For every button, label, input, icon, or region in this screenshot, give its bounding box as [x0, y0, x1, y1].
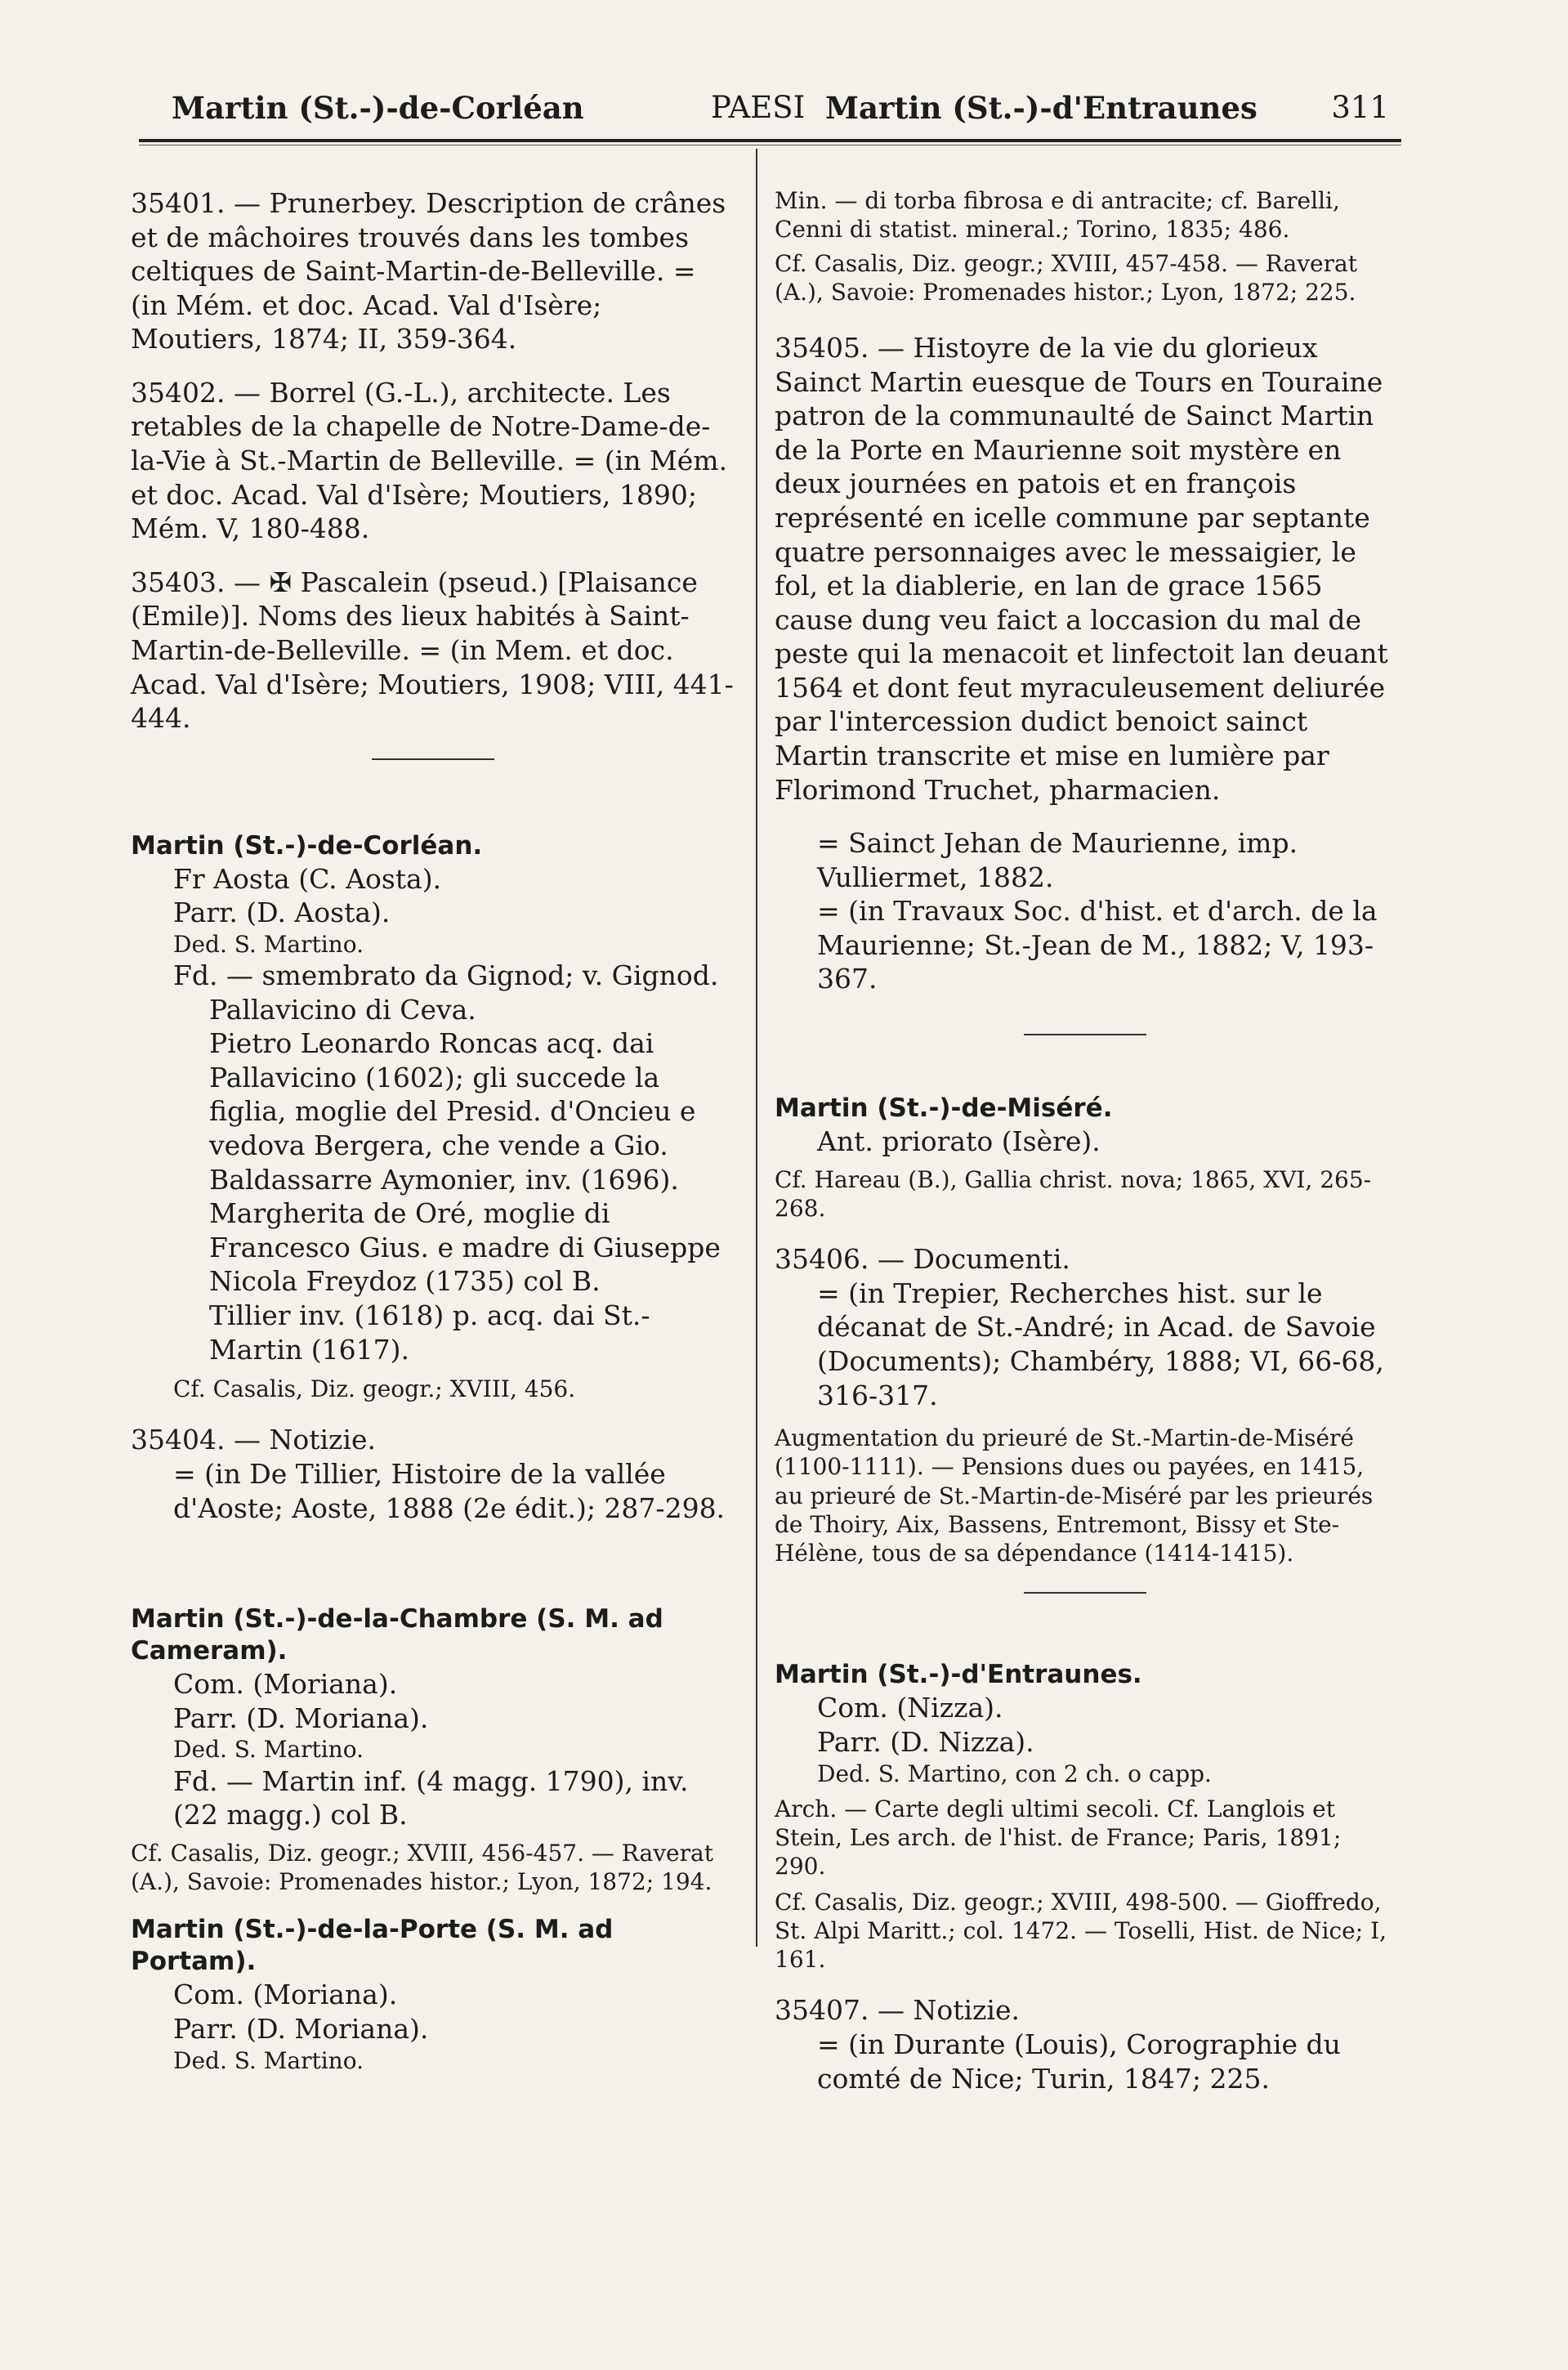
com-line: Com. (Nizza). — [817, 1692, 1003, 1724]
arch-line: Arch. — Carte degli ultimi secoli. Cf. Langlois et Stein, Les arch. de l'hist. de France; Paris, 1891; 290. — [775, 1795, 1342, 1880]
cf-line: Cf. Casalis, Diz. geogr.; XVIII, 498-500. — Gioffredo, St. Alpi Maritt.; col. 1472. — Toselli, Hist. de Nice; I, 161. — [775, 1888, 1387, 1974]
spacer — [131, 1525, 735, 1599]
parr-line: Parr. (D. Moriana). — [173, 2012, 429, 2045]
header-rule — [139, 139, 1401, 142]
header-left-title: Martin (St.-)-de-Corléan — [172, 90, 584, 126]
entry-35406-note: Augmentation du prieuré de St.-Martin-de-Miséré (1100-1111). — Pensions dues ou payées, en 1415, au prieuré de St.-Martin-de-Miséré par les prieurés de Thoiry, Aix, Bassens, Entremont, Bissy et Ste-Hélène, tous de sa dépendance (1414-1415). — [775, 1424, 1374, 1567]
section-porte — [131, 1914, 735, 2075]
section-entraunes — [775, 1659, 1396, 1974]
header-section: PAESI — [711, 90, 806, 125]
parr-line: Parr. (D. Nizza). — [817, 1726, 1034, 1759]
section-misere — [775, 1093, 1396, 1223]
entry-35407-title: 35407. — Notizie. — [775, 1994, 1020, 2027]
ded-line: Ded. S. Martino. — [173, 1736, 364, 1764]
cf-line: Cf. Casalis, Diz. geogr.; XVIII, 456. — [173, 1375, 576, 1403]
entry-35405-imprint: = Sainct Jehan de Maurienne, imp. Vulliermet, 1882. — [817, 827, 1298, 893]
entry-35405-ref: = (in Travaux Soc. d'hist. et d'arch. de la Maurienne; St.-Jean de M., 1882; V, 193-367. — [817, 895, 1378, 995]
page-number: 311 — [1331, 90, 1389, 125]
entry-35406-title: 35406. — Documenti. — [775, 1243, 1070, 1276]
fd-line: Fd. — Martin inf. (4 magg. 1790), inv. (22 magg.) col B. — [173, 1764, 689, 1831]
feud-line-2: Pietro Leonardo Roncas acq. dai Pallavicino (1602); gli succede la figlia, moglie del Presid. d'Oncieu e vedova Bergera, che vende a Gio. Baldassarre Aymonier, inv. (1696). — [209, 1027, 696, 1196]
entry-35405: 35405. — Histoyre de la vie du glorieux Sainct Martin euesque de Tours en Touraine patron de la communaulté de Sainct Martin de la Porte en Maurienne soit mystère en deux journées en patois et en françois représenté en icelle commune par septante quatre personnaiges avec le messaigier, le fol, et la diablerie, en lan de grace 1565 cause dung veu faict a loccasion du mal de peste qui la menacoit et linfectoit lan deuant 1564 et dont feut myraculeusement deliurée par l'intercession dudict benoict sainct Martin transcrite et mise en lumière par Florimond Truchet, pharmacien. — [775, 332, 1388, 806]
section-heading: Martin (St.-)-de-la-Porte (S. M. ad Portam). — [131, 1915, 614, 1977]
parr-line: Parr. (D. Moriana). — [173, 1701, 429, 1734]
fd-line: Fd. — smembrato da Gignod; v. Gignod. — [173, 959, 719, 992]
section-heading: Martin (St.-)-de-la-Chambre (S. M. ad Cameram). — [131, 1604, 663, 1666]
ded-line: Ded. S. Martino. — [173, 930, 364, 958]
cf-line: Cf. Casalis, Diz. geogr.; XVIII, 456-457. — Raverat (A.), Savoie: Promenades histor.; Lyon, 1872; 194. — [131, 1839, 713, 1896]
section-heading: Martin (St.-)-d'Entraunes. — [775, 1660, 1142, 1690]
feud-line-3: Margherita de Oré, moglie di Francesco Gius. e madre di Giuseppe Nicola Freydoz (1735) col B. — [209, 1197, 721, 1298]
right-column — [775, 186, 1396, 2095]
parr-line: Parr. (D. Aosta). — [173, 897, 391, 929]
section-heading: Martin (St.-)-de-Corléan. — [131, 830, 483, 861]
section-rule — [1024, 1592, 1146, 1594]
entry-35404-ref: = (in De Tillier, Histoire de la vallée d'Aoste; Aoste, 1888 (2e édit.); 287-298. — [173, 1457, 726, 1524]
entry-35401: 35401. — Prunerbey. Description de crânes et de mâchoires trouvés dans les tombes celtiques de Saint-Martin-de-Belleville. = (in Mém. et doc. Acad. Val d'Isère; Moutiers, 1874; II, 359-364. — [131, 187, 726, 356]
entry-35404-title: 35404. — Notizie. — [131, 1424, 376, 1456]
fr-line: Fr Aosta (C. Aosta). — [173, 862, 442, 895]
section-heading: Martin (St.-)-de-Miséré. — [775, 1093, 1113, 1124]
entry-35406-ref: = (in Trepier, Recherches hist. sur le décanat de St.-André; in Acad. de Savoie (Documents); Chambéry, 1888; VI, 66-68, 316-317. — [817, 1277, 1384, 1411]
entry-35407-ref: = (in Durante (Louis), Corographie du comté de Nice; Turin, 1847; 225. — [817, 2028, 1341, 2095]
ded-line: Ded. S. Martino. — [173, 2046, 364, 2074]
ded-line: Ded. S. Martino, con 2 ch. o capp. — [817, 1760, 1212, 1787]
com-line: Com. (Moriana). — [173, 1668, 398, 1701]
running-header — [172, 90, 1389, 139]
left-column — [131, 186, 735, 2075]
continued-text-2: Cf. Casalis, Diz. geogr.; XVIII, 457-458. — Raverat (A.), Savoie: Promenades histor.; Lyon, 1872; 225. — [775, 249, 1357, 306]
header-right-title: Martin (St.-)-d'Entraunes — [825, 90, 1258, 126]
column-divider — [756, 149, 757, 1947]
entry-35402: 35402. — Borrel (G.-L.), architecte. Les retables de la chapelle de Notre-Dame-de-la-Vie à St.-Martin de Belleville. = (in Mém. et doc. Acad. Val d'Isère; Moutiers, 1890; Mém. V, 180-488. — [131, 376, 728, 545]
section-chambre — [131, 1603, 735, 1896]
continued-text-1: Min. — di torba fibrosa e di antracite; cf. Barelli, Cenni di statist. mineral.; Torino, 1835; 486. — [775, 187, 1340, 244]
com-line: Com. (Moriana). — [173, 1979, 398, 2011]
ant-line: Ant. priorato (Isère). — [817, 1125, 1101, 1158]
feud-line-4: Tillier inv. (1618) p. acq. dai St.-Martin (1617). — [209, 1299, 650, 1366]
section-rule — [372, 758, 494, 760]
feud-line-1: Pallavicino di Ceva. — [209, 993, 476, 1026]
cf-line: Cf. Hareau (B.), Gallia christ. nova; 1865, XVI, 265-268. — [775, 1165, 1372, 1222]
section-corlean — [131, 830, 735, 1404]
entry-35403: 35403. — ✠ Pascalein (pseud.) [Plaisance (Emile)]. Noms des lieux habités à Saint-Martin-de-Belleville. = (in Mem. et doc. Acad. Val d'Isère; Moutiers, 1908; VIII, 441-444. — [131, 566, 734, 735]
section-rule — [1024, 1034, 1146, 1035]
